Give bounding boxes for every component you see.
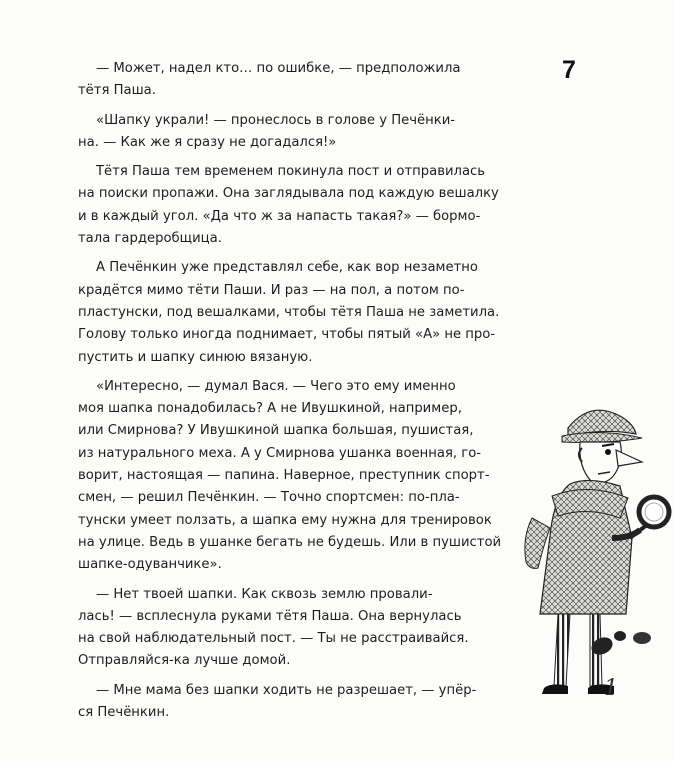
text-line: моя шапка понадобилась? А не Ивушкиной, например, [78, 401, 462, 417]
paragraph [78, 161, 499, 250]
text-line: Голову только иногда поднимает, чтобы пятый «А» не про- [78, 327, 496, 343]
text-line: тётя Паша. [78, 83, 156, 99]
page-number: 7 [562, 56, 576, 84]
text-line: А Печёнкин уже представлял себе, как вор незаметно [96, 260, 478, 276]
text-line: ся Печёнкин. [78, 705, 170, 721]
text-line: тунски умеет ползать, а шапка ему нужна для тренировок [78, 512, 492, 528]
text-line: на улице. Ведь в ушанке бегать не будешь. Или в пушистой [78, 534, 502, 550]
text-line: тала гардеробщица. [78, 231, 222, 247]
detective-head [579, 442, 642, 483]
text-line: ворит, настоящая — папина. Наверное, преступник спорт- [78, 468, 490, 484]
text-line: — Мне мама без шапки ходить не разрешает, — упёр- [96, 682, 477, 698]
footnote-mark: 1 [604, 676, 618, 701]
text-line: шапке-одуванчике». [78, 557, 222, 573]
text-column [78, 58, 502, 731]
text-line: — Нет твоей шапки. Как сквозь землю провали- [96, 586, 433, 602]
text-line: и в каждый угол. «Да что ж за напасть такая?» — бормо- [78, 208, 481, 224]
text-line: — Может, надел кто… по ошибке, — предположила [96, 61, 461, 76]
paragraph [78, 58, 472, 103]
text-line: на. — Как же я сразу не догадался!» [78, 134, 337, 150]
text-line: на свой наблюдательный пост. — Ты не расстраивайся. [78, 631, 469, 647]
detective-illustration [492, 388, 672, 718]
paragraph [78, 584, 472, 673]
text-line: пустить и шапку синюю вязаную. [78, 349, 313, 365]
text-line: лась! — всплеснула руками тётя Паша. Она вернулась [78, 608, 462, 624]
paragraph [78, 376, 502, 577]
deerstalker-hat-icon [562, 410, 642, 442]
paragraph [78, 110, 472, 155]
text-line: пластунски, под вешалками, чтобы тётя Паша не заметила. [78, 304, 500, 320]
plaid-coat [525, 480, 632, 614]
paragraph [78, 680, 477, 725]
text-line: смен, — решил Печёнкин. — Точно спортсмен: по-пла- [78, 490, 460, 506]
paragraph [78, 257, 500, 368]
text-line: «Шапку украли! — пронеслось в голове у Печёнки- [96, 112, 456, 128]
text-line: крадётся мимо тёти Паши. И раз — на пол, а потом по- [78, 282, 465, 298]
text-line: из натурального меха. А у Смирнова ушанка военная, го- [78, 445, 482, 461]
text-line: Тётя Паша тем временем покинула пост и отправилась [96, 164, 486, 180]
text-line: «Интересно, — думал Вася. — Чего это ему именно [96, 378, 456, 394]
text-line: Отправляйся-ка лучше домой. [78, 653, 291, 669]
text-line: или Смирнова? У Ивушкиной шапка большая, пушистая, [78, 423, 474, 439]
text-line: на поиски пропажи. Она заглядывала под каждую вешалку [78, 186, 499, 202]
